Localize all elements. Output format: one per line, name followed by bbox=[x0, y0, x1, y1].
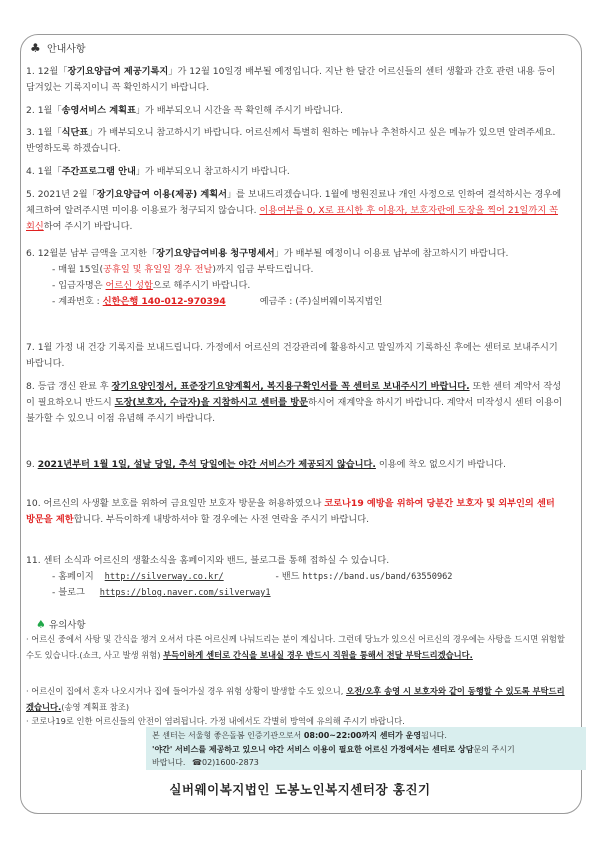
notice-item-4: 4. 1월「주간프로그램 안내」가 배부되오니 참고하시기 바랍니다. bbox=[26, 166, 290, 177]
blog-row: - 블로그 https://blog.naver.com/silverway1 bbox=[52, 587, 271, 598]
notice-item-2: 2. 1월「송영서비스 계획표」가 배부되오니 시간을 꼭 확인해 주시기 바랍니다. bbox=[26, 105, 343, 116]
blog-link[interactable]: https://blog.naver.com/silverway1 bbox=[99, 588, 271, 598]
section-heading bbox=[30, 40, 86, 55]
notice-item-6: 6. 12월분 납부 금액을 고지한「장기요양급여비용 청구명세서」가 배부될 예정이니 이용료 납부에 참고하시기 바랍니다. - 매월 15일(공휴일 및 휴일일 경우 전날)까지 입금 부탁드립니다. - 입금자명은 어르신 성함으로 해주시기 바랍니다. - 계좌번호 : 신한은행 140-012-970394 예금주 : (주)실버웨이복지법인 bbox=[26, 246, 566, 310]
payment-deadline: - 매월 15일(공휴일 및 휴일일 경우 전날)까지 입금 부탁드립니다. bbox=[52, 264, 314, 275]
band-link[interactable]: https://band.us/band/63550962 bbox=[302, 572, 453, 582]
caution-item-1: · 어르신 중에서 사탕 및 간식을 챙겨 오셔서 다른 어르신께 나눠드리는 분이 계십니다. 그런데 당뇨가 있으신 어르신의 경우에는 사탕을 드시면 위험할 수도 있습니다.(쇼크, 사고 발생 위험) 부득이하게 센터로 간식을 보내실 경우 반드시 직원을 통해서 전달 부탁드리겠습니다. bbox=[26, 634, 565, 660]
notice-item-9: 9. 2021년부터 1월 1일, 설날 당일, 추석 당일에는 야간 서비스가 제공되지 않습니다. 이용에 착오 없으시기 바랍니다. bbox=[26, 459, 506, 470]
homepage-link[interactable]: http://silverway.co.kr/ bbox=[104, 572, 224, 582]
links-row: - 홈페이지 http://silverway.co.kr/ - 밴드 https://band.us/band/63550962 bbox=[52, 571, 453, 582]
notice-item-5: 5. 2021년 2월「장기요양급여 이용(제공) 계획서」를 보내드리겠습니다. 1월에 병원진료나 개인 사정으로 인하여 결석하시는 경우에 체크하여 알려주시면 미이용 이용료가 청구되지 않습니다. 이용여부를 0, X로 표시한 후 이용자, 보호자란에 도장을 찍어 21일까지 꼭 회신하여 주시기 바랍니다. bbox=[26, 189, 562, 232]
club-icon: ♣ bbox=[30, 41, 41, 55]
notice-item-7: 7. 1월 가정 내 건강 기록지를 보내드립니다. 가정에서 어르신의 건강관리에 활용하시고 말일까지 기록하신 후에는 센터로 보내주시기 바랍니다. bbox=[26, 342, 558, 369]
bank-account: - 계좌번호 : 신한은행 140-012-970394 예금주 : (주)실버웨이복지법인 bbox=[52, 296, 383, 307]
phone-number: ☎02)1600-2873 bbox=[192, 758, 259, 767]
notice-item-8: 8. 등급 갱신 완료 후 장기요양인정서, 표준장기요양계획서, 복지용구확인서를 꼭 센터로 보내주시기 바랍니다. 또한 센터 계약서 작성이 필요하오니 반드시 도장(보호자, 수급자)을 지참하시고 센터를 방문하시어 재계약을 하시기 바랍니다. 계약서 미작성시 센터 이용이 불가할 수 있으니 이점 유념해 주시기 바랍니다. bbox=[26, 381, 563, 424]
notice-item-11: 11. 센터 소식과 어르신의 생활소식을 홈페이지와 밴드, 블로그를 통해 접하실 수 있습니다. - 홈페이지 http://silverway.co.kr/ - 밴드 https://band.us/band/63550962 - 블로그 https://blog.naver.com/silverway1 bbox=[26, 553, 566, 601]
caution-title: ♠ 유의사항 bbox=[36, 618, 86, 631]
caution-item-3: · 코로나19로 인한 어르신들의 안전이 염려됩니다. 가정 내에서도 각별히 방역에 유의해 주시기 바랍니다. bbox=[26, 716, 405, 726]
signature: 실버웨이복지법인 도봉노인복지센터장 홍진기 bbox=[169, 782, 431, 797]
reply-instruction: 이용여부를 0, X로 표시한 후 이용자, 보호자란에 도장을 찍어 21일까지 꼭 회신 bbox=[26, 205, 558, 232]
heading-text: 안내사항 bbox=[46, 44, 86, 55]
payer-name-rule: - 입금자명은 어르신 성함으로 해주시기 바랍니다. bbox=[52, 280, 251, 291]
caution-item-2: · 어르신이 집에서 혼자 나오시거나 집에 들어가실 경우 위험 상황이 발생할 수도 있으니, 오전/오후 송영 시 보호자와 같이 동행할 수 있도록 부탁드리겠습니다.(송영 계획표 참조) bbox=[26, 686, 565, 712]
notice-item-3: 3. 1월「식단표」가 배부되오니 참고하시기 바랍니다. 어르신께서 특별히 원하는 메뉴나 추천하시고 싶은 메뉴가 있으면 알려주세요. 반영하도록 하겠습니다. bbox=[26, 127, 556, 154]
operating-hours-notice: 본 센터는 서울형 좋은돌봄 인증기관으로서 08:00~22:00까지 센터가 운영됩니다. '야간' 서비스를 제공하고 있으니 야간 서비스 이용이 필요한 어르신 가정에서는 센터로 상담문의 주시기 바랍니다. ☎02)1600-2873 bbox=[146, 727, 586, 770]
notice-item-1: 1. 12월「장기요양급여 제공기록지」가 12월 10일경 배부될 예정입니다. 지난 한 달간 어르신들의 센터 생활과 간호 관련 내용 등이 담겨있는 기록지이니 꼭 확인하시기 바랍니다. bbox=[26, 66, 556, 93]
spade-icon: ♠ bbox=[36, 618, 46, 631]
notice-item-10: 10. 어르신의 사생활 보호를 위하여 금요일만 보호자 방문을 허용하였으나 코로나19 예방을 위하여 당분간 보호자 및 외부인의 센터 방문을 제한합니다. 부득이하게 내방하셔야 할 경우에는 사전 연락을 주시기 바랍니다. bbox=[26, 498, 555, 525]
